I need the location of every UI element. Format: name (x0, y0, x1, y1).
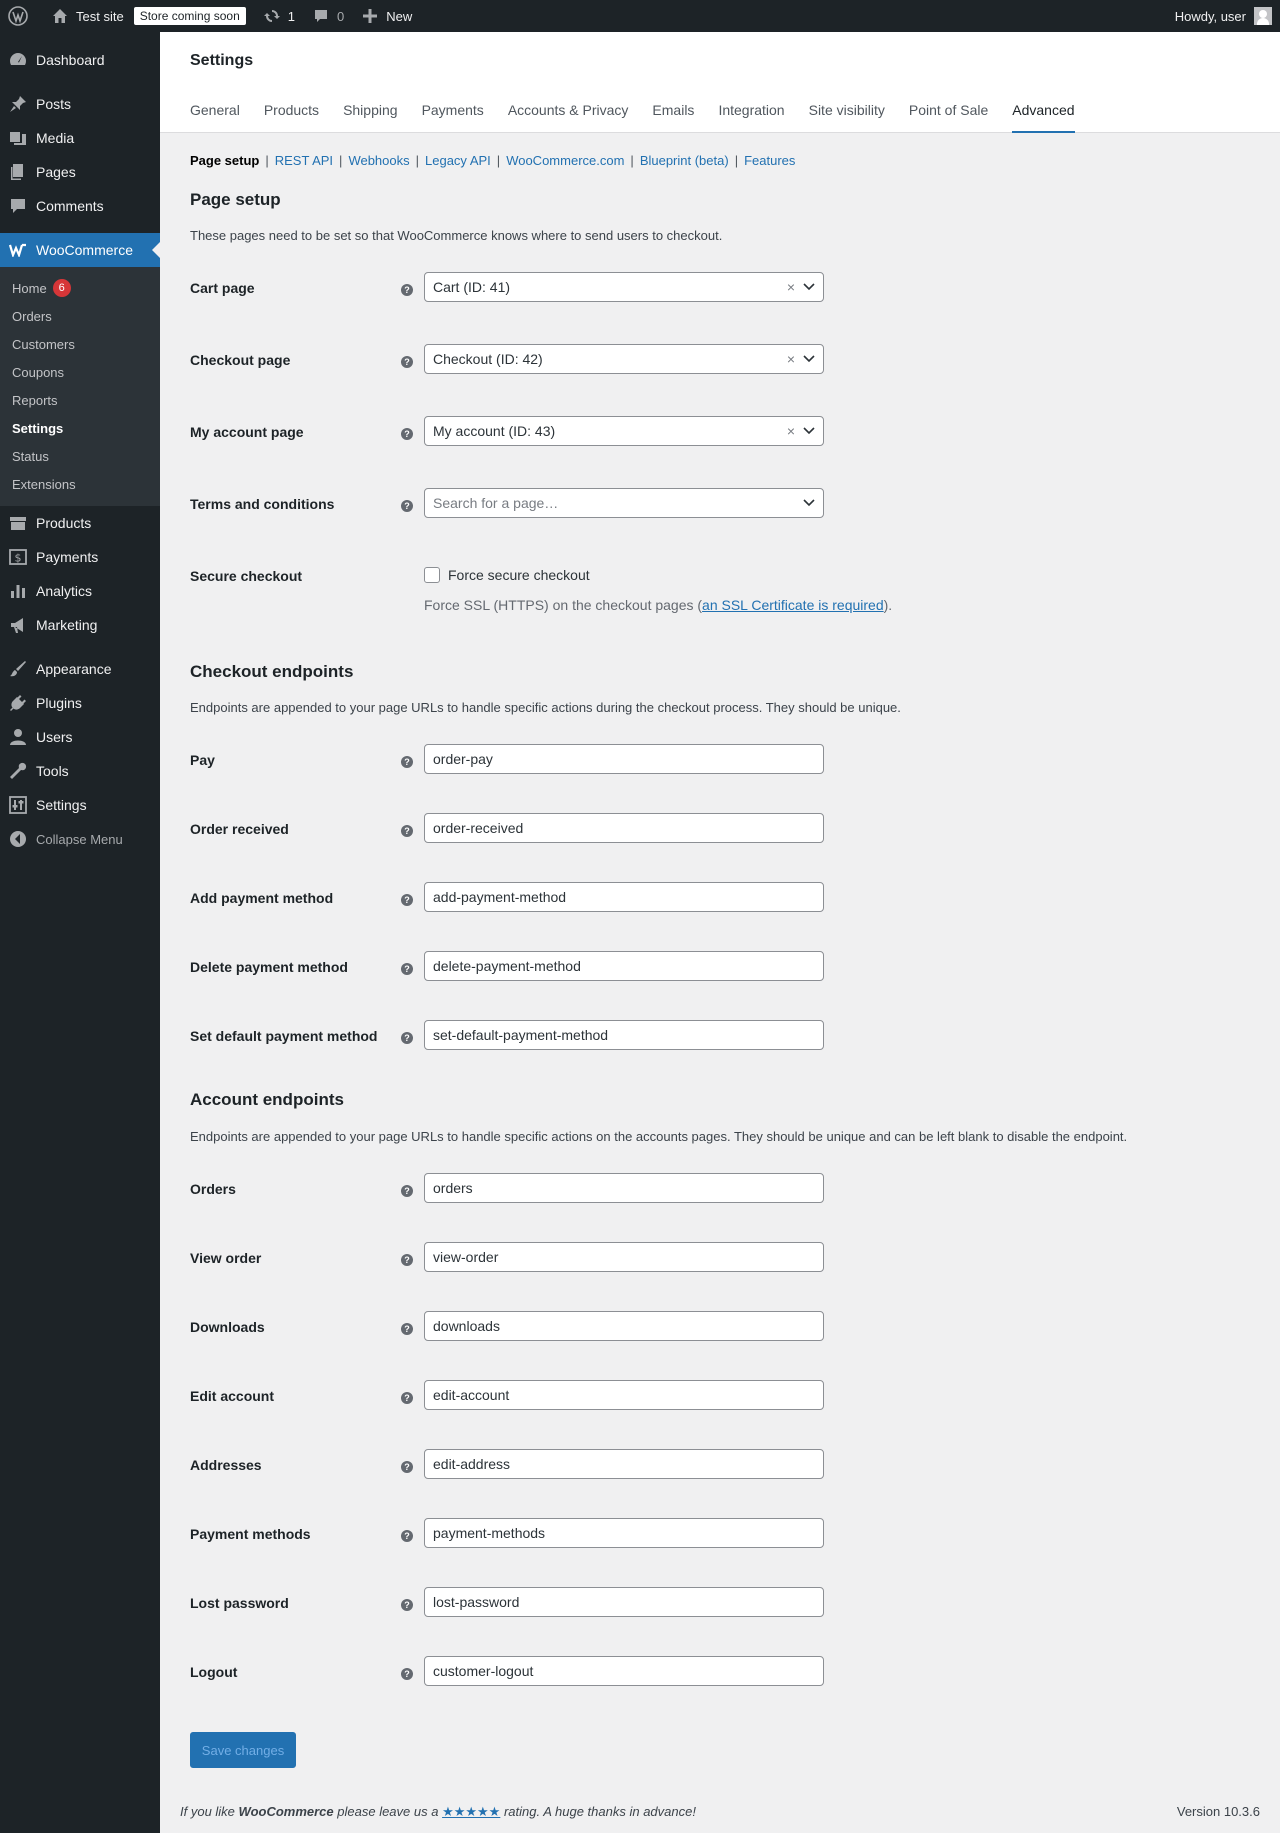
tab-integration[interactable]: Integration (718, 102, 785, 118)
menu-analytics[interactable] (0, 574, 160, 608)
media-icon (8, 128, 28, 148)
footer-text: please leave us a (333, 1804, 443, 1819)
submenu-home[interactable] (0, 274, 160, 302)
page-setup-heading: Page setup (190, 190, 281, 209)
help-tip-icon[interactable]: ? (401, 1032, 413, 1044)
clear-selection-icon[interactable]: × (786, 351, 795, 367)
wp-logo-button[interactable] (0, 0, 42, 32)
submenu-reports[interactable] (0, 386, 160, 414)
force-secure-checkout-checkbox[interactable] (424, 567, 440, 583)
footer-rating-text (180, 1804, 696, 1820)
checkout-page-label: Checkout page (190, 352, 291, 368)
subnav-rest-api[interactable]: REST API (274, 153, 334, 168)
endpoint-label: Orders (190, 1181, 236, 1197)
my-account-page-select[interactable] (424, 416, 824, 446)
woocommerce-icon (8, 240, 28, 260)
description-text: ). (883, 597, 893, 613)
page-title: Settings (190, 52, 254, 69)
menu-marketing[interactable] (0, 608, 160, 642)
menu-tools[interactable] (0, 754, 160, 788)
submenu-label: Coupons (12, 364, 65, 380)
menu-label: Posts (36, 96, 72, 112)
page-icon (8, 162, 28, 182)
force-secure-checkout-option[interactable] (424, 567, 590, 583)
clear-selection-icon[interactable]: × (786, 423, 795, 439)
terms-page-placeholder: Search for a page… (433, 495, 559, 511)
collapse-menu-button[interactable] (0, 822, 160, 856)
help-tip-icon[interactable]: ? (401, 1461, 413, 1473)
help-tip-icon[interactable]: ? (401, 1668, 413, 1680)
menu-label: WooCommerce (36, 242, 133, 258)
tab-shipping[interactable]: Shipping (343, 102, 398, 118)
comment-icon (8, 196, 28, 216)
logout-endpoint-input[interactable] (424, 1656, 824, 1686)
delete-payment-method-endpoint-input[interactable] (424, 951, 824, 981)
page-setup-description: These pages need to be set so that WooCommerce knows where to send users to checkout. (190, 228, 723, 243)
menu-payments[interactable] (0, 540, 160, 574)
tab-point-of-sale[interactable]: Point of Sale (908, 102, 989, 118)
collapse-arrow-icon (8, 829, 28, 849)
help-tip-icon[interactable]: ? (401, 825, 413, 837)
tab-general[interactable]: General (190, 102, 240, 118)
bar-chart-icon (8, 581, 28, 601)
help-tip-icon[interactable]: ? (401, 1392, 413, 1404)
cart-page-select[interactable] (424, 272, 824, 302)
home-icon (50, 6, 70, 26)
store-badge-label: Store coming soon (134, 7, 246, 25)
endpoint-label: Downloads (190, 1319, 265, 1335)
brush-icon (8, 659, 28, 679)
menu-appearance[interactable] (0, 652, 160, 686)
endpoint-label: Lost password (190, 1595, 289, 1611)
submenu-label: Status (12, 448, 49, 464)
help-tip-icon[interactable]: ? (401, 963, 413, 975)
wrench-icon (8, 761, 28, 781)
submenu-customers[interactable] (0, 330, 160, 358)
subnav-blueprint[interactable]: Blueprint (beta) (639, 153, 729, 168)
addresses-endpoint-input[interactable] (424, 1449, 824, 1479)
chevron-down-icon (803, 353, 815, 365)
help-tip-icon[interactable]: ? (401, 756, 413, 768)
view-order-endpoint-input[interactable] (424, 1242, 824, 1272)
chevron-down-icon (803, 425, 815, 437)
menu-plugins[interactable] (0, 686, 160, 720)
endpoint-label: Addresses (190, 1457, 262, 1473)
secure-checkout-description (424, 597, 892, 613)
settings-header (160, 32, 1280, 133)
menu-label: Comments (36, 198, 104, 214)
menu-label: Media (36, 130, 75, 146)
footer-text: rating. A huge thanks in advance! (500, 1804, 696, 1819)
menu-label: Settings (36, 797, 87, 813)
footer-text: If you like (180, 1804, 239, 1819)
subnav-separator: | (630, 153, 634, 168)
refresh-icon (262, 6, 282, 26)
pay-endpoint-input[interactable] (424, 744, 824, 774)
endpoint-label: Order received (190, 821, 289, 837)
comments-link[interactable] (303, 0, 352, 32)
woocommerce-submenu (0, 267, 160, 506)
terms-page-select[interactable] (424, 488, 824, 518)
dashboard-icon (8, 50, 28, 70)
menu-pages[interactable] (0, 155, 160, 189)
howdy-text: Howdy, user (1174, 8, 1246, 24)
menu-users[interactable] (0, 720, 160, 754)
cart-page-value: Cart (ID: 41) (433, 279, 511, 295)
settings-tabs (190, 102, 1099, 133)
plus-icon (360, 6, 380, 26)
menu-products[interactable] (0, 506, 160, 540)
submenu-settings[interactable] (0, 414, 160, 442)
menu-label: Dashboard (36, 52, 105, 68)
pin-icon (8, 94, 28, 114)
subnav-separator: | (339, 153, 343, 168)
menu-dashboard[interactable] (0, 43, 160, 77)
subnav-separator: | (265, 153, 269, 168)
cart-page-label: Cart page (190, 280, 255, 296)
help-tip-icon[interactable]: ? (401, 1530, 413, 1542)
dollar-icon (8, 547, 28, 567)
endpoint-label: Delete payment method (190, 959, 348, 975)
menu-label: Collapse Menu (36, 831, 123, 847)
submenu-label: Home (12, 280, 47, 296)
tab-site-visibility[interactable]: Site visibility (808, 102, 885, 118)
subnav-separator: | (415, 153, 420, 168)
payment-methods-endpoint-input[interactable] (424, 1518, 824, 1548)
help-tip-icon[interactable]: ? (401, 284, 413, 296)
set-default-payment-method-endpoint-input[interactable] (424, 1020, 824, 1050)
menu-label: Analytics (36, 583, 93, 599)
endpoint-label: View order (190, 1250, 262, 1266)
tab-accounts-privacy[interactable]: Accounts & Privacy (507, 102, 629, 118)
avatar (1254, 7, 1272, 25)
admin-bar (0, 0, 1280, 32)
checkout-endpoints-heading: Checkout endpoints (190, 662, 354, 681)
svg-text:$: $ (14, 551, 22, 565)
help-tip-icon[interactable]: ? (401, 428, 413, 440)
rating-stars-link[interactable]: ★★★★★ (442, 1804, 501, 1819)
order-received-endpoint-input[interactable] (424, 813, 824, 843)
terms-page-label: Terms and conditions (190, 496, 335, 512)
menu-comments[interactable] (0, 189, 160, 223)
settings-sliders-icon (8, 795, 28, 815)
advanced-subnav (190, 153, 795, 168)
endpoint-label: Set default payment method (190, 1028, 378, 1044)
footer-brand: WooCommerce (238, 1804, 334, 1819)
menu-label: Tools (36, 763, 69, 779)
new-content-link[interactable] (352, 0, 420, 32)
user-icon (8, 727, 28, 747)
menu-settings[interactable] (0, 788, 160, 822)
help-tip-icon[interactable]: ? (401, 894, 413, 906)
tab-advanced[interactable]: Advanced (1012, 102, 1074, 133)
menu-label: Marketing (36, 617, 98, 633)
submenu-status[interactable] (0, 442, 160, 470)
submenu-label: Customers (12, 336, 75, 352)
menu-media[interactable] (0, 121, 160, 155)
help-tip-icon[interactable]: ? (401, 1254, 413, 1266)
wordpress-logo-icon (8, 6, 28, 26)
new-label: New (386, 8, 413, 24)
checkout-page-select[interactable] (424, 344, 824, 374)
help-tip-icon[interactable]: ? (401, 1599, 413, 1611)
endpoint-label: Pay (190, 752, 215, 768)
ssl-certificate-link[interactable]: an SSL Certificate is required (702, 597, 884, 613)
my-account-page-label: My account page (190, 424, 304, 440)
store-status-badge[interactable] (132, 0, 254, 32)
my-account-link[interactable] (1175, 7, 1280, 25)
menu-label: Products (36, 515, 92, 531)
my-account-page-value: My account (ID: 43) (433, 423, 556, 439)
tab-emails[interactable]: Emails (652, 102, 695, 118)
submenu-label: Extensions (12, 476, 76, 492)
secure-checkout-label: Secure checkout (190, 568, 303, 584)
menu-label: Payments (36, 549, 99, 565)
force-secure-checkout-label: Force secure checkout (448, 567, 590, 583)
subnav-legacy-api[interactable]: Legacy API (425, 153, 491, 168)
plug-icon (8, 693, 28, 713)
subnav-separator: | (734, 153, 739, 168)
subnav-webhooks[interactable]: Webhooks (348, 153, 410, 168)
checkout-page-value: Checkout (ID: 42) (433, 351, 543, 367)
megaphone-icon (8, 615, 28, 635)
archive-icon (8, 513, 28, 533)
clear-selection-icon[interactable]: × (786, 279, 795, 295)
account-endpoints-heading: Account endpoints (190, 1090, 344, 1109)
tab-products[interactable]: Products (263, 102, 320, 118)
edit-account-endpoint-input[interactable] (424, 1380, 824, 1410)
chevron-down-icon (803, 497, 815, 509)
endpoint-label: Logout (190, 1664, 238, 1680)
updates-count: 1 (287, 8, 295, 24)
menu-label: Plugins (36, 695, 82, 711)
downloads-endpoint-input[interactable] (424, 1311, 824, 1341)
comments-count: 0 (336, 8, 345, 24)
submenu-label: Settings (12, 420, 64, 436)
menu-label: Pages (36, 164, 76, 180)
submenu-label: Orders (12, 308, 52, 324)
footer-version: Version 10.3.6 (1176, 1804, 1260, 1819)
updates-link[interactable] (254, 0, 303, 32)
subnav-separator: | (496, 153, 501, 168)
subnav-woocommerce-com[interactable]: WooCommerce.com (506, 153, 625, 168)
help-tip-icon[interactable]: ? (401, 1323, 413, 1335)
menu-posts[interactable] (0, 87, 160, 121)
add-payment-method-endpoint-input[interactable] (424, 882, 824, 912)
comment-bubble-icon (311, 6, 331, 26)
checkout-endpoints-description: Endpoints are appended to your page URLs to handle specific actions during the checkout process. They should be unique. (190, 700, 901, 715)
save-changes-button[interactable]: Save changes (190, 1732, 296, 1768)
help-tip-icon[interactable]: ? (401, 356, 413, 368)
menu-label: Users (36, 729, 73, 745)
submenu-orders[interactable] (0, 302, 160, 330)
endpoint-label: Edit account (190, 1388, 275, 1404)
menu-label: Appearance (36, 661, 112, 677)
description-text: Force SSL (HTTPS) on the checkout pages ( (424, 597, 703, 613)
site-name-link[interactable] (42, 0, 132, 32)
endpoint-label: Payment methods (190, 1526, 311, 1542)
submenu-coupons[interactable] (0, 358, 160, 386)
help-tip-icon[interactable]: ? (401, 1185, 413, 1197)
subnav-page-setup[interactable]: Page setup (190, 153, 260, 168)
orders-endpoint-input[interactable] (424, 1173, 824, 1203)
chevron-down-icon (803, 281, 815, 293)
submenu-extensions[interactable] (0, 470, 160, 498)
admin-sidebar (0, 32, 160, 1833)
endpoint-label: Add payment method (190, 890, 334, 906)
submenu-label: Reports (12, 392, 58, 408)
tab-payments[interactable]: Payments (421, 102, 484, 118)
menu-woocommerce[interactable] (0, 233, 160, 267)
help-tip-icon[interactable]: ? (401, 500, 413, 512)
site-name: Test site (76, 8, 124, 24)
lost-password-endpoint-input[interactable] (424, 1587, 824, 1617)
notification-count-badge: 6 (53, 279, 71, 297)
account-endpoints-description: Endpoints are appended to your page URLs to handle specific actions on the accounts pages. They should be unique and can be left blank to disable the endpoint. (190, 1129, 1128, 1144)
subnav-features[interactable]: Features (744, 153, 796, 168)
